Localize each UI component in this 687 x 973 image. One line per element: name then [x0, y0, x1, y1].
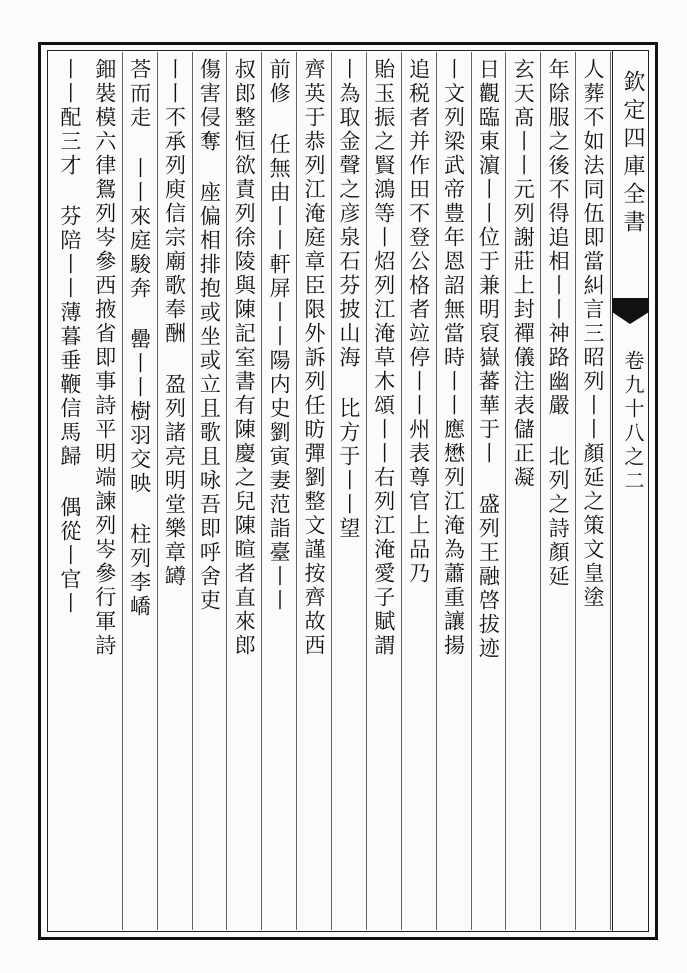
- text-column: 丨文列梁武帝豊年恩詔無當時丨丨應懋列江淹為蕭重讓揚: [441, 58, 466, 658]
- book-title: 欽定四庫全書: [620, 70, 645, 238]
- text-column: 前修 任無由丨丨軒屏丨丨陽内史劉寅妻范詣臺丨丨: [267, 58, 292, 613]
- text-column: 年除服之後不得追相丨丨神路幽嚴 北列之詩顏延: [546, 58, 571, 589]
- volume-label: 卷九十八之二: [621, 350, 645, 494]
- column-rule: [610, 52, 611, 930]
- text-column: 丨為取金聲之彦泉石芬披山海 比方于丨丨望: [336, 58, 361, 541]
- text-column: 荅而走 丨丨來庭駿奔 罍丨丨樹羽交映 柱列李嶠: [127, 58, 152, 619]
- text-column: 丨丨不承列庾信宗廟歌奉酬 盈列諸亮明堂樂章罇: [162, 58, 187, 589]
- text-column: 人葬不如法同伍即當糾言三昭列丨丨顏延之策文皇塗: [581, 58, 605, 610]
- text-column: 貽玉振之賢鴻等丨炤列江淹草木頌丨丨右列江淹愛子賦謂: [371, 58, 396, 658]
- text-column: 傷害侵奪 座偏相排抱或坐或立且歌且咏吾即呼舍吏: [197, 58, 222, 613]
- text-column: 齊英于恭列江淹庭章臣限外訴列任昉彈劉整文謹按齊故西: [302, 58, 326, 658]
- text-column: 叔郎整恒欲責列徐陵與陳記室書有陳慶之兒陳暄者直來郎: [232, 58, 257, 658]
- text-column: 玄天髙丨丨元列謝莊上封禪儀注表儲正凝: [511, 58, 536, 490]
- text-column: 丨丨配三才 芬陪丨丨薄暮垂鞭信馬歸 偶從丨官丨: [57, 58, 82, 616]
- text-column: 鈿裝模六律鴛列岑參西掖省即事詩平明端諫列岑參行軍詩: [92, 58, 117, 658]
- text-column: 追税者并作田不登公格者竝停丨丨州表尊官上品乃: [406, 58, 431, 586]
- text-column: 日觀臨東濵丨丨位于兼明裒嶽蕃華于丨 盛列王融啓拔迹: [476, 58, 501, 661]
- fish-tail-mark-icon: [612, 298, 649, 332]
